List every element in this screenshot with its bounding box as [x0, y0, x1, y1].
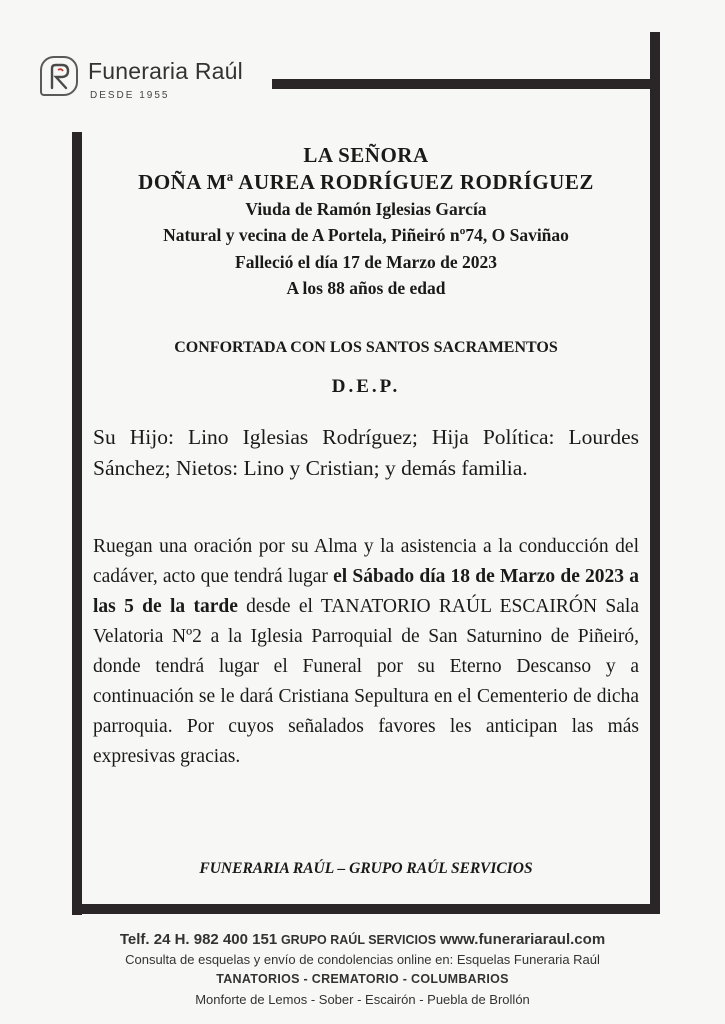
origin-line: Natural y vecina de A Portela, Piñeiró nº74, O Saviñao	[163, 225, 569, 245]
funeral-date-bold: el Sábado día 18 de Marzo de 2023 a las 5 de la tarde	[93, 566, 639, 617]
age-line: A los 88 años de edad	[286, 278, 446, 298]
footer-contact-line	[0, 931, 725, 948]
footer-locations: Monforte de Lemos - Sober - Escairón - Puebla de Brollón	[195, 992, 530, 1007]
family-paragraph: Su Hijo: Lino Iglesias Rodríguez; Hija Política: Lourdes Sánchez; Nietos: Lino y Cristian; y demás familia.	[93, 425, 639, 480]
frame-right-line	[650, 32, 660, 912]
logo	[40, 56, 270, 108]
funeral-text-part1: Ruegan una oración por su Alma y la asistencia a la conducción del cadáver, acto que tendrá lugar	[93, 536, 639, 587]
footer-consult: Consulta de esquelas y envío de condolencias online en: Esquelas Funeraria Raúl	[125, 952, 600, 967]
frame-top-line	[272, 79, 659, 89]
footer-group: GRUPO RAÚL SERVICIOS	[280, 933, 437, 947]
logo-name: Funeraria Raúl	[88, 58, 243, 84]
dep-line: D.E.P.	[331, 376, 401, 397]
footer-phone: Telf. 24 H. 982 400 151	[119, 931, 278, 948]
footer-website[interactable]: www.funerariaraul.com	[439, 931, 606, 948]
footer-services: TANATORIOS - CREMATORIO - COLUMBARIOS	[216, 972, 509, 986]
funeral-home-logo-icon	[40, 56, 78, 96]
widow-line: Viuda de Ramón Iglesias García	[245, 199, 487, 219]
frame-left-line	[72, 132, 82, 915]
funeral-paragraph	[93, 532, 639, 772]
signature: FUNERARIA RAÚL – GRUPO RAÚL SERVICIOS	[199, 860, 533, 877]
title: LA SEÑORA	[303, 143, 429, 167]
logo-since: DESDE 1955	[90, 90, 170, 101]
funeral-text-part2: desde el TANATORIO RAÚL ESCAIRÓN Sala Velatoria Nº2 a la Iglesia Parroquial de San Saturnino de Piñeiró, donde tendrá lugar el Funeral por su Eterno Descanso y a continuación se le dará Cristiana Sepultura en el Cementerio de dicha parroquia. Por cuyos señalados favores les anticipan las más expresivas gracias.	[93, 596, 639, 767]
death-date-line: Falleció el día 17 de Marzo de 2023	[235, 252, 497, 272]
sacraments-line: CONFORTADA CON LOS SANTOS SACRAMENTOS	[174, 339, 558, 356]
frame-bottom-line	[72, 904, 660, 914]
deceased-name: DOÑA Mª AUREA RODRÍGUEZ RODRÍGUEZ	[138, 170, 594, 194]
